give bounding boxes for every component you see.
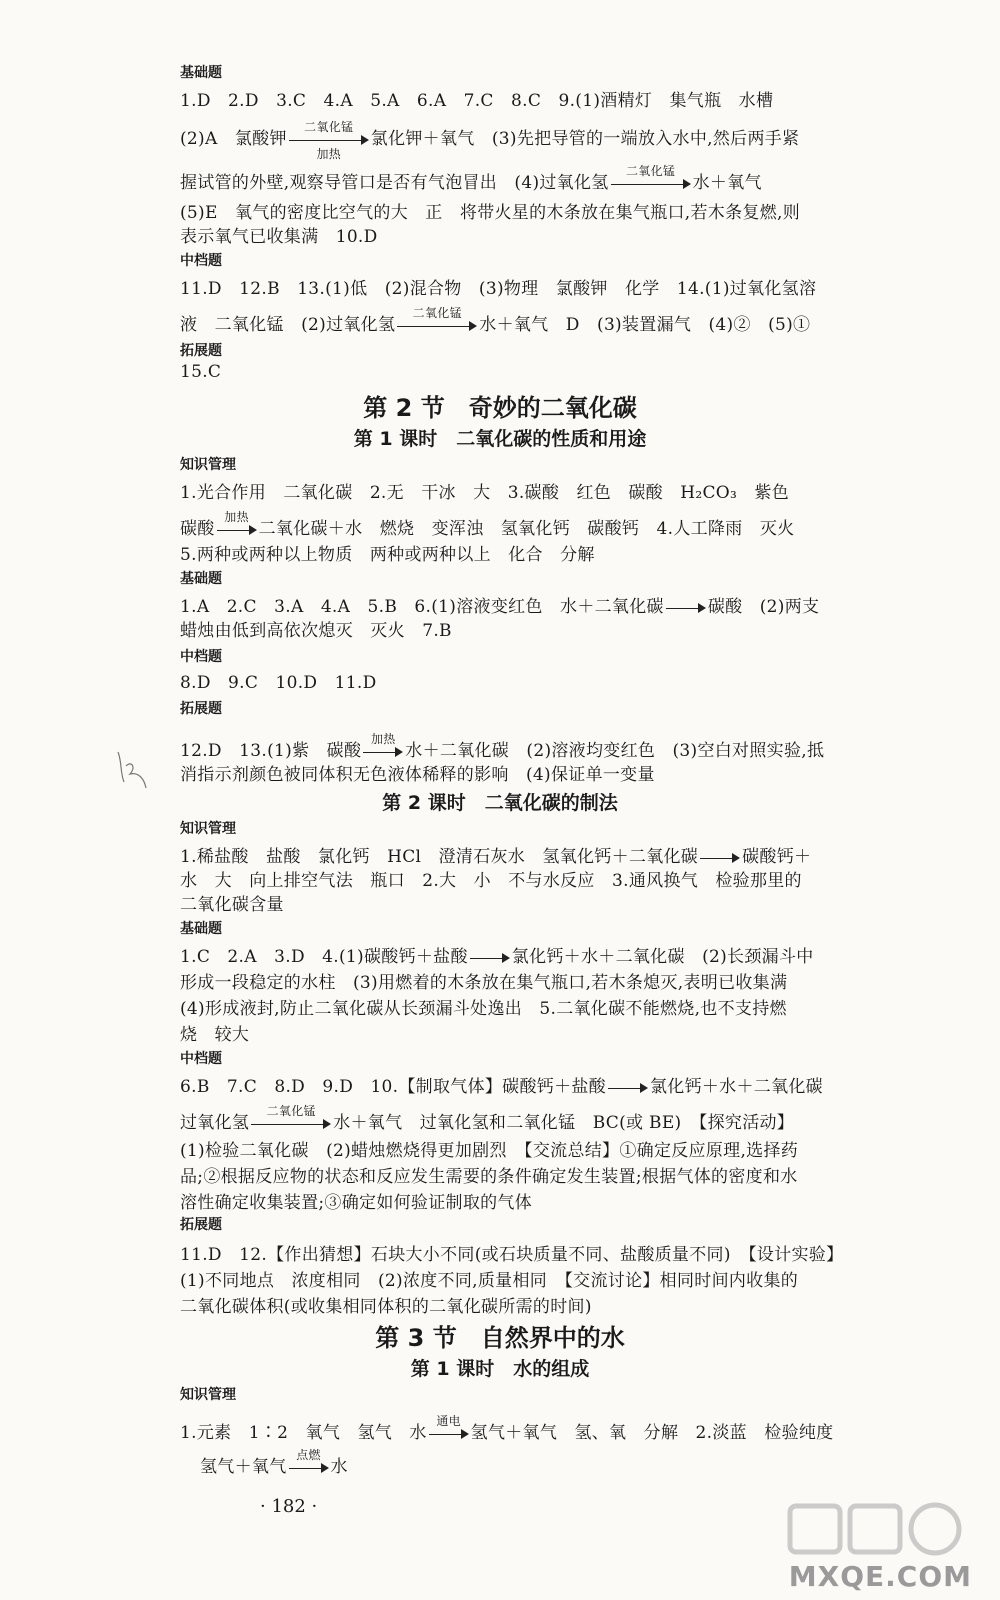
text: 12.D 13.(1)紫 碳酸	[180, 741, 362, 761]
text: 1.元素 1∶2 氧气 氢气 水	[180, 1423, 427, 1443]
label-ext: 拓展题	[180, 701, 222, 717]
lesson-title: 第 2 课时 二氧化碳的制法	[382, 792, 618, 814]
reaction-arrow	[289, 1447, 329, 1475]
answer-line: 烧 较大	[180, 1025, 250, 1045]
label-mid: 中档题	[180, 649, 222, 665]
answer-line: 二氧化碳含量	[180, 895, 284, 915]
text: 二氧化碳＋水 燃烧 变浑浊 氢氧化钙 碳酸钙 4.人工降雨 灭火	[258, 519, 795, 539]
reaction-arrow	[363, 731, 403, 759]
answer-line: 蜡烛由低到高依次熄灭 灭火 7.B	[180, 621, 452, 641]
answer-line: 1.光合作用 二氧化碳 2.无 干冰 大 3.碳酸 红色 碳酸 H₂CO₃ 紫色	[180, 483, 790, 503]
label-knowledge: 知识管理	[180, 1387, 236, 1403]
answer-line: 1.D 2.D 3.C 4.A 5.A 6.A 7.C 8.C 9.(1)酒精灯 集气瓶 水槽	[180, 91, 774, 111]
label-ext: 拓展题	[180, 1217, 222, 1233]
lesson-title: 第 1 课时 二氧化碳的性质和用途	[353, 428, 647, 450]
text: 氯化钙＋水＋二氧化碳	[649, 1077, 823, 1097]
condition-bottom: 加热	[316, 146, 342, 161]
text: 氯化钾＋氧气 (3)先把导管的一端放入水中,然后两手紧	[370, 129, 800, 149]
text: 1.A 2.C 3.A 4.A 5.B 6.(1)溶液变红色 水＋二氧化碳	[180, 597, 664, 617]
lesson-title: 第 1 课时 水的组成	[410, 1358, 590, 1380]
reaction-arrow	[700, 851, 740, 865]
condition-top: 二氧化锰	[412, 305, 462, 320]
condition-top: 二氧化锰	[625, 163, 676, 178]
section-title: 第 2 节 奇妙的二氧化碳	[363, 394, 637, 422]
answer-line	[180, 842, 811, 867]
text: 碳酸	[180, 519, 215, 539]
answer-line: (4)形成液封,防止二氧化碳从长颈漏斗处逸出 5.二氧化碳不能燃烧,也不支持燃	[180, 999, 787, 1019]
condition-top: 二氧化锰	[266, 1103, 316, 1118]
answer-line	[180, 592, 819, 617]
answer-line: 5.两种或两种以上物质 两种或两种以上 化合 分解	[180, 545, 595, 565]
answer-line	[180, 509, 795, 539]
answer-line	[180, 1103, 795, 1133]
label-basic: 基础题	[180, 921, 222, 937]
answer-line: 消指示剂颜色被同体积无色液体稀释的影响 (4)保证单一变量	[180, 765, 655, 785]
label-knowledge: 知识管理	[180, 821, 236, 837]
text: 水＋二氧化碳 (2)溶液均变红色 (3)空白对照实验,抵	[405, 741, 825, 761]
answer-line: 表示氧气已收集满 10.D	[180, 227, 378, 247]
text: 6.B 7.C 8.D 9.D 10.【制取气体】碳酸钙＋盐酸	[180, 1077, 606, 1097]
page-number: · 182 ·	[260, 1496, 318, 1517]
text: 氢气＋氧气	[200, 1457, 287, 1477]
text: 氢气＋氧气 氢、氧 分解 2.淡蓝 检验纯度	[470, 1423, 834, 1443]
label-ext: 拓展题	[180, 343, 222, 359]
text: 握试管的外壁,观察导管口是否有气泡冒出 (4)过氧化氢	[180, 173, 609, 193]
answer-line: 8.D 9.C 10.D 11.D	[180, 673, 377, 693]
answer-line: 水 大 向上排空气法 瓶口 2.大 小 不与水反应 3.通风换气 检验那里的	[180, 871, 802, 891]
label-basic: 基础题	[180, 571, 222, 587]
watermark-text: MXQE.COM	[788, 1560, 972, 1593]
reaction-arrow	[611, 163, 691, 191]
reaction-arrow	[217, 509, 257, 537]
answer-line	[180, 942, 814, 967]
text: 1.C 2.A 3.D 4.(1)碳酸钙＋盐酸	[180, 947, 468, 967]
condition-top: 点燃	[296, 1447, 321, 1462]
reaction-arrow	[608, 1081, 648, 1095]
label-mid: 中档题	[180, 1051, 222, 1067]
reaction-arrow	[289, 119, 369, 161]
reaction-arrow	[251, 1103, 331, 1131]
answer-line	[180, 305, 811, 335]
condition-top: 通电	[436, 1413, 461, 1428]
answer-line: (1)检验二氧化碳 (2)蜡烛燃烧得更加剧烈 【交流总结】①确定反应原理,选择药	[180, 1141, 799, 1161]
condition-top: 加热	[370, 731, 396, 746]
text: 水	[330, 1457, 348, 1477]
reaction-arrow	[397, 305, 477, 333]
answer-line: 15.C	[180, 362, 222, 382]
answer-line	[180, 119, 800, 161]
answer-line: 形成一段稳定的水柱 (3)用燃着的木条放在集气瓶口,若木条熄灭,表明已收集满	[180, 973, 788, 993]
reaction-arrow	[666, 601, 706, 615]
condition-top: 加热	[224, 509, 249, 524]
answer-line	[180, 731, 825, 761]
text: 水＋氧气	[692, 173, 762, 193]
label-knowledge: 知识管理	[180, 457, 236, 473]
answer-line: 11.D 12.【作出猜想】石块大小不同(或石块质量不同、盐酸质量不同) 【设计实验】	[180, 1245, 844, 1265]
answer-line	[200, 1447, 348, 1477]
reaction-arrow	[470, 951, 510, 965]
answer-line	[180, 1413, 834, 1443]
text: (2)A 氯酸钾	[180, 129, 287, 149]
answer-line: 品;②根据反应物的状态和反应发生需要的条件确定发生装置;根据气体的密度和水	[180, 1167, 798, 1187]
handwritten-mark	[112, 748, 152, 792]
condition-top: 二氧化锰	[304, 119, 354, 134]
label-basic: 基础题	[180, 65, 222, 81]
section-title: 第 3 节 自然界中的水	[375, 1324, 625, 1352]
answer-line: (1)不同地点 浓度相同 (2)浓度不同,质量相同 【交流讨论】相同时间内收集的	[180, 1271, 799, 1291]
answer-line	[180, 1072, 823, 1097]
text: 氯化钙＋水＋二氧化碳 (2)长颈漏斗中	[511, 947, 814, 967]
text: 碳酸 (2)两支	[707, 597, 820, 617]
text: 液 二氧化锰 (2)过氧化氢	[180, 315, 396, 335]
answer-line: (5)E 氧气的密度比空气的大 正 将带火星的木条放在集气瓶口,若木条复燃,则	[180, 203, 800, 223]
answer-line: 11.D 12.B 13.(1)低 (2)混合物 (3)物理 氯酸钾 化学 14.(1)过氧化氢溶	[180, 279, 817, 299]
answer-line: 溶性确定收集装置;③确定如何验证制取的气体	[180, 1193, 533, 1213]
answer-line	[180, 163, 762, 193]
text: 碳酸钙＋	[742, 847, 812, 867]
text: 1.稀盐酸 盐酸 氯化钙 HCl 澄清石灰水 氢氧化钙＋二氧化碳	[180, 847, 699, 867]
text: 水＋氧气 D (3)装置漏气 (4)② (5)①	[479, 315, 811, 335]
text: 过氧化氢	[180, 1113, 250, 1133]
label-mid: 中档题	[180, 253, 222, 269]
text: 水＋氧气 过氧化氢和二氧化锰 BC(或 BE) 【探究活动】	[333, 1113, 795, 1133]
answer-line: 二氧化碳体积(或收集相同体积的二氧化碳所需的时间)	[180, 1297, 592, 1317]
reaction-arrow	[429, 1413, 469, 1441]
